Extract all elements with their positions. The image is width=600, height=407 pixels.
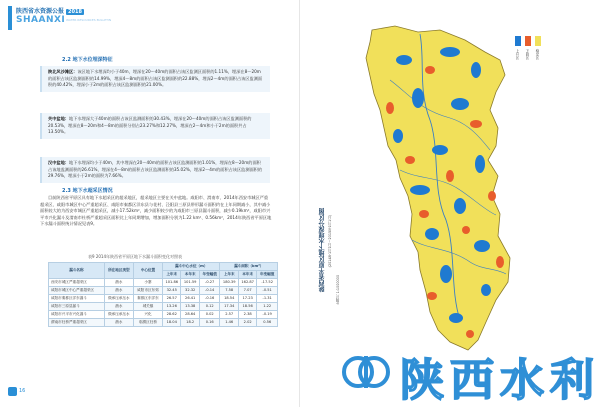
table-cell-type: 潜水 (104, 318, 133, 326)
table-cell-a3: 0.56 (257, 318, 278, 326)
para-hanzhong: 汉中盆地：地下水埋深均小于40m，其中埋深在20～40m的面积占该区监测面积的1.01%，埋深在8～20m的面积占该地监测面积的26.61%，埋深在4～8m的面积占该区监测面积的35.02%，埋深2～4m的面积占该区监测面积的29.76%，埋深小于2m的面积为7.66%。 (48, 160, 263, 179)
table-cell-name: 咸阳市三原县漏斗 (49, 302, 105, 310)
table-cell-v3: 0.02 (199, 310, 220, 318)
table-cell-center: 兴化 (133, 310, 162, 318)
table-cell-a2: 18.56 (238, 302, 256, 310)
bulletin-header (8, 6, 138, 30)
table-cell-v3: 0.16 (199, 318, 220, 326)
legend-label: 上升区 (515, 49, 519, 60)
table-row (49, 278, 278, 286)
table-cell-a1: 1.46 (220, 318, 238, 326)
th-sub: 上年末 (220, 270, 238, 278)
map-scale: 比例尺 1:1000000 (336, 275, 340, 305)
table-row (49, 302, 278, 310)
table-cell-v2: 101.59 (181, 278, 199, 286)
table-cell-name: 咸阳市秦都区洋东漏斗 (49, 294, 105, 302)
table-row (49, 310, 278, 318)
table-cell-a2: 162.87 (238, 278, 256, 286)
table-cell-a1: 7.58 (220, 286, 238, 294)
legend-swatch-stable (535, 36, 541, 46)
table-cell-v1: 26.57 (163, 294, 181, 302)
brand-wordmark: 陕西水利 (400, 355, 600, 406)
table-cell-a3: -1.31 (257, 294, 278, 302)
th-name: 漏斗名称 (49, 263, 105, 279)
table-cell-a1: 18.54 (220, 294, 238, 302)
table-cell-a1: 2.57 (220, 310, 238, 318)
th-sub: 本年末 (238, 270, 256, 278)
header-title-en: SHAANXI (16, 15, 66, 25)
map-title: 陕西省平原区地下水埋深分区图 (319, 208, 326, 292)
section-2-3-body: 目前陕西省平原区具有地下水超采区的超采地区，超采地区主要在关中盆地。咸阳市、渭南市、2014年西安市城区严重超采区、咸阳市城区中心严重超采区、咸阳市秦都区洋东县与花村、泾阳县三原县带形漏斗面积约在上年同期减小，其中减小面积较大的为西安市城区严重超采区，减小17.52km²，减少面积较少的为咸阳市三原县漏斗面积，减少0.19km²，咸阳市兴平市兴化漏斗及渭南市杜桥严重超采区面积比上年同期增加，增加面积分别为1.22 km²、0.56km²，2014年陕西省平原区地下水漏斗面积统计情况见表9。 (40, 195, 272, 227)
table-cell-v1: 28.62 (163, 310, 181, 318)
table-cell-v1: 101.86 (163, 278, 181, 286)
table-cell-v2: 28.64 (181, 310, 199, 318)
map-date-range: (2014年1月1日～2015年1月1日) (328, 215, 332, 268)
para-shaanbei: 陕北风沙滩区：该区地下水埋深均小于40m，埋深在20～40m的面积占该区监测区面积的1.11%，埋深在8～20m的面积占该区监测面积的14.99%，埋深4～8m的面积占该区监测面积的22.88%，埋深2～4m的面积占该区监测面积的40.42%，埋深小于2m的面积占该区监测面积的21.00%。 (48, 69, 263, 88)
table-cell-type: 微承压承压水 (104, 294, 133, 302)
table-cell-a3: -17.52 (257, 278, 278, 286)
page-number: 16 (19, 388, 26, 394)
table-cell-v2: 13.38 (181, 302, 199, 310)
section-2-3-title: 2.3 地下水超采区情况 (62, 188, 113, 194)
legend-swatch-rise (515, 36, 521, 46)
table-cell-center: 秦都区东洋东 (133, 294, 162, 302)
th-sub: 年变幅值 (257, 270, 278, 278)
text-box-shaanbei (40, 66, 270, 92)
table-cell-name: 渭南市杜桥严重超采区 (49, 318, 105, 326)
table-cell-a1: 180.39 (220, 278, 238, 286)
table-row (49, 318, 278, 326)
funnel-area-table (48, 262, 278, 327)
table-cell-v3: -0.27 (199, 278, 220, 286)
table-cell-center: 临渭区杜桥 (133, 318, 162, 326)
text-box-guanzhong (40, 113, 270, 139)
map-legend (515, 36, 555, 72)
table-cell-v3: -0.14 (199, 286, 220, 294)
table-cell-v2: 18.2 (181, 318, 199, 326)
table-cell-a2: 17.23 (238, 294, 256, 302)
table-row (49, 294, 278, 302)
table-cell-a3: -0.51 (257, 286, 278, 294)
table-cell-v2: 32.32 (181, 286, 199, 294)
table-cell-type: 潜水 (104, 278, 133, 286)
table-cell-v1: 32.45 (163, 286, 181, 294)
header-accent-bar (8, 6, 12, 30)
th-type: 所在地区类型 (104, 263, 133, 279)
table-cell-center: 城关镇 (133, 302, 162, 310)
th-area-group: 漏斗面积（km²） (220, 263, 278, 271)
table-cell-center: 咸阳市区东郊 (133, 286, 162, 294)
table-cell-a3: -0.19 (257, 310, 278, 318)
table-cell-a2: 7.07 (238, 286, 256, 294)
year-badge: 2018 (68, 9, 82, 15)
table-cell-v1: 13.26 (163, 302, 181, 310)
th-center: 中心位置 (133, 263, 162, 279)
legend-swatch-fall (525, 36, 531, 46)
table-cell-a1: 17.34 (220, 302, 238, 310)
table-cell-a2: 2.02 (238, 318, 256, 326)
page-number-marker (8, 387, 17, 396)
table-cell-v3: -0.16 (199, 294, 220, 302)
table-cell-center: 小寨 (133, 278, 162, 286)
table-cell-v1: 18.04 (163, 318, 181, 326)
section-2-2-title: 2.2 地下水位埋深特征 (62, 57, 113, 63)
table-cell-type: 微承压承压水 (104, 310, 133, 318)
table-cell-a2: 2.38 (238, 310, 256, 318)
th-sub: 年变幅值 (199, 270, 220, 278)
table-cell-name: 咸阳市兴平市兴化漏斗 (49, 310, 105, 318)
shaanxi-water-logo-icon (340, 346, 392, 398)
legend-label: 稳定区 (535, 49, 539, 60)
table-caption: 表9 2014年陕西省平原区地下水漏斗面积变化对照表 (88, 254, 182, 259)
table-cell-v3: 0.12 (199, 302, 220, 310)
header-subtitle-en: WATER RESOURCES BULLETIN (66, 18, 112, 22)
th-sub: 上年末 (163, 270, 181, 278)
table-row (49, 286, 278, 294)
table-cell-a3: 1.22 (257, 302, 278, 310)
para-guanzhong: 关中盆地：地下水埋深大于40m的面积占该区监测面积的30.43%，埋深在20～40m的面积占该区监测面积的20.53%，埋深在8～20m和4～8m的面积分别占23.27%和12.27%，埋深在2～4m和小于2m的面积共占13.50%。 (48, 116, 252, 135)
table-cell-v2: 26.41 (181, 294, 199, 302)
table-cell-type: 潜水 (104, 302, 133, 310)
text-box-hanzhong (40, 157, 270, 183)
table-cell-name: 西安市城区严重超采区 (49, 278, 105, 286)
header-title-cn: 陕西省水资源公报 2018 (16, 8, 82, 15)
legend-label: 下降区 (525, 49, 529, 60)
table-cell-name: 咸阳市城区中心严重超采区 (49, 286, 105, 294)
th-depth-group: 漏斗中心水位（m） (163, 263, 220, 271)
table-cell-type: 潜水 (104, 286, 133, 294)
th-sub: 本年末 (181, 270, 199, 278)
